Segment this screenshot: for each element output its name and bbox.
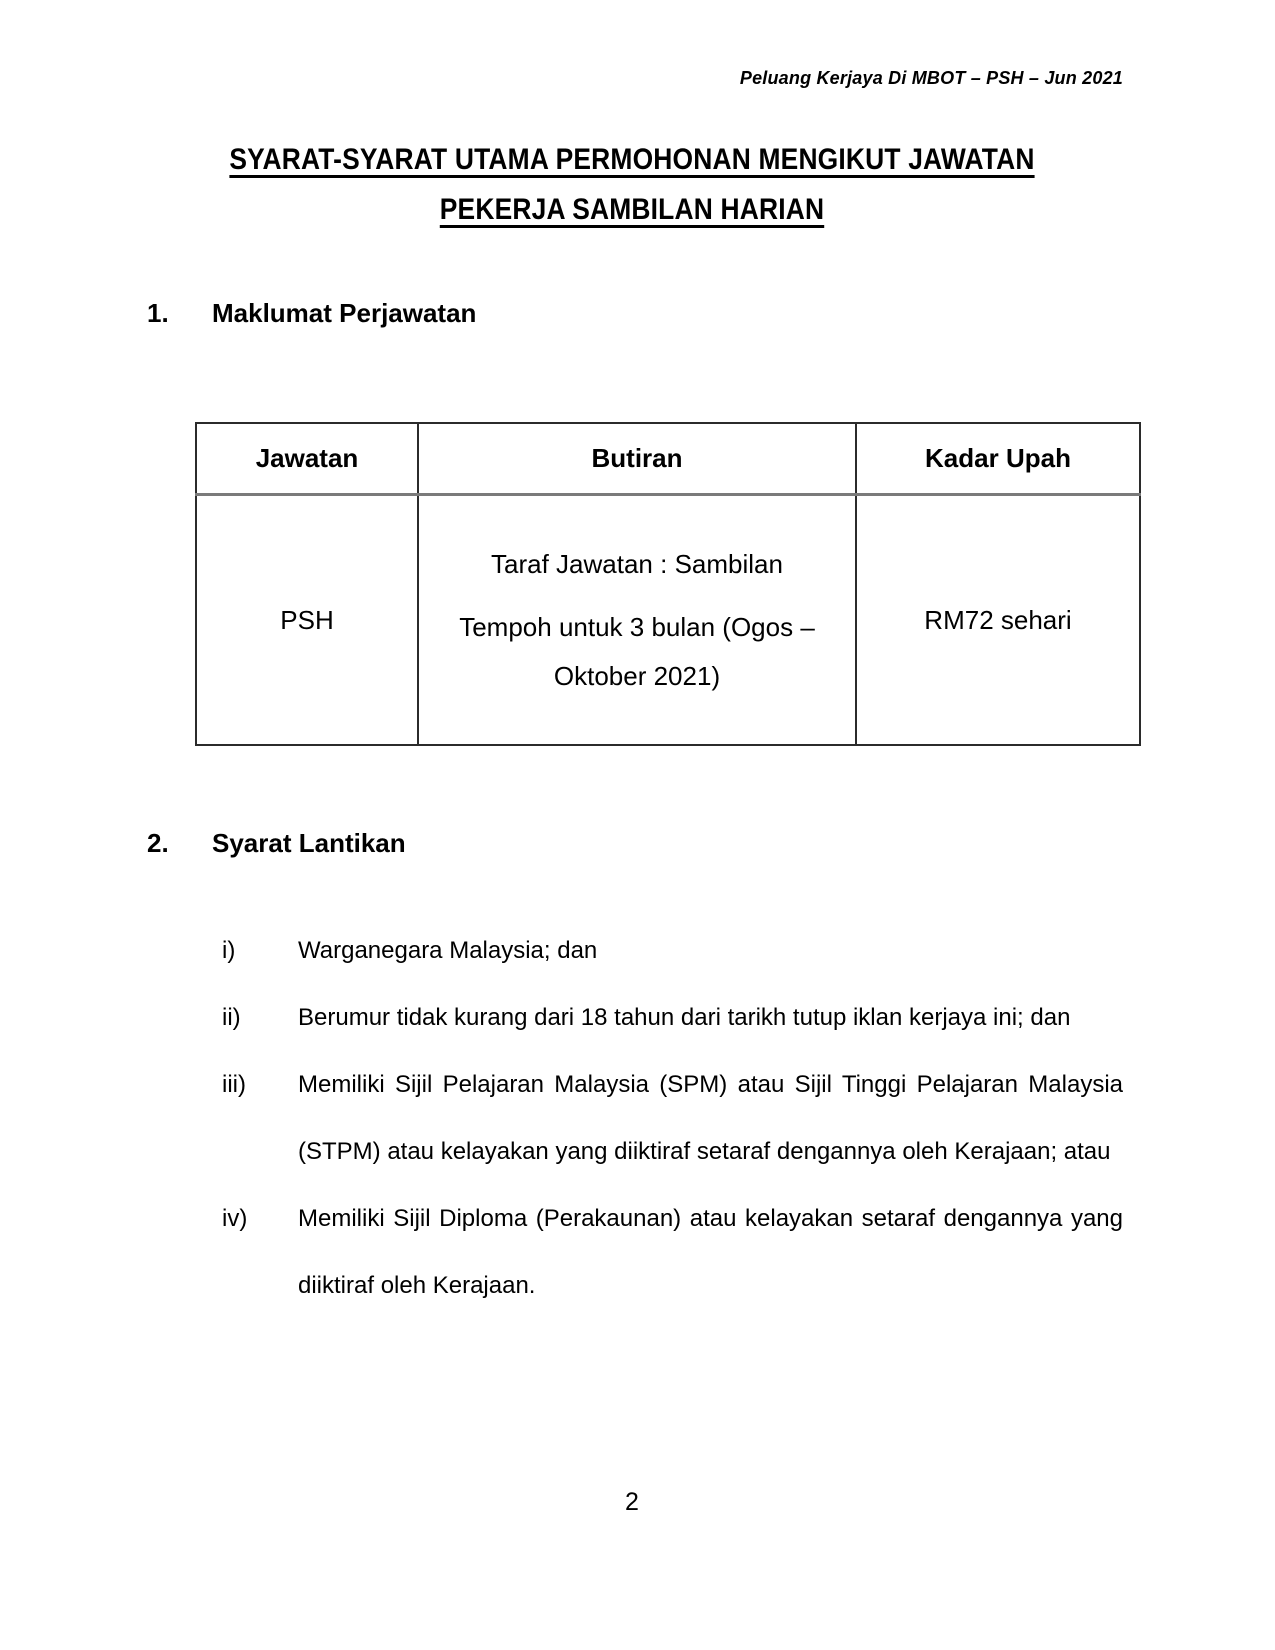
cell-jawatan: PSH xyxy=(196,495,418,746)
section-1-title: Maklumat Perjawatan xyxy=(212,298,477,328)
section-2-number: 2. xyxy=(147,828,169,858)
list-item-marker: ii) xyxy=(222,1004,241,1031)
section-1-heading xyxy=(147,296,476,330)
list-item-marker: iv) xyxy=(222,1205,248,1232)
appointment-conditions-list xyxy=(222,917,1123,1319)
section-2-title: Syarat Lantikan xyxy=(212,828,406,858)
list-item xyxy=(222,1051,1123,1185)
running-header-note: Peluang Kerjaya Di MBOT – PSH – Jun 2021 xyxy=(739,68,1123,88)
list-item-text: Memiliki Sijil Diploma (Perakaunan) atau kelayakan setaraf dengannya yang diiktiraf oleh Kerajaan. xyxy=(298,1205,1123,1299)
list-item xyxy=(222,984,1123,1051)
list-item-marker: i) xyxy=(222,937,236,964)
list-item xyxy=(222,917,1123,984)
document-title-line-2: PEKERJA SAMBILAN HARIAN xyxy=(439,193,825,226)
section-2-heading xyxy=(147,826,406,860)
table-header-row xyxy=(196,423,1140,495)
section-1-number: 1. xyxy=(147,298,169,328)
list-item xyxy=(222,1185,1123,1319)
document-title-line-1: SYARAT-SYARAT UTAMA PERMOHONAN MENGIKUT JAWATAN xyxy=(229,143,1035,176)
column-header-butiran: Butiran xyxy=(418,423,856,495)
job-info-table xyxy=(195,422,1141,746)
column-header-kadar-upah: Kadar Upah xyxy=(856,423,1140,495)
page-number: 2 xyxy=(625,1488,639,1516)
cell-butiran xyxy=(418,495,856,746)
butiran-tempoh: Tempoh untuk 3 bulan (Ogos – Oktober 2021) xyxy=(459,611,815,691)
cell-kadar-upah: RM72 sehari xyxy=(856,495,1140,746)
list-item-marker: iii) xyxy=(222,1071,246,1098)
list-item-text: Memiliki Sijil Pelajaran Malaysia (SPM) atau Sijil Tinggi Pelajaran Malaysia (STPM) atau kelayakan yang diiktiraf setaraf dengannya oleh Kerajaan; atau xyxy=(298,1071,1123,1165)
table-row xyxy=(196,495,1140,746)
list-item-text: Berumur tidak kurang dari 18 tahun dari tarikh tutup iklan kerjaya ini; dan xyxy=(298,1004,1071,1031)
list-item-text: Warganegara Malaysia; dan xyxy=(298,937,598,964)
butiran-taraf-jawatan: Taraf Jawatan : Sambilan xyxy=(491,548,783,579)
document-title xyxy=(200,135,1064,235)
column-header-jawatan: Jawatan xyxy=(196,423,418,495)
